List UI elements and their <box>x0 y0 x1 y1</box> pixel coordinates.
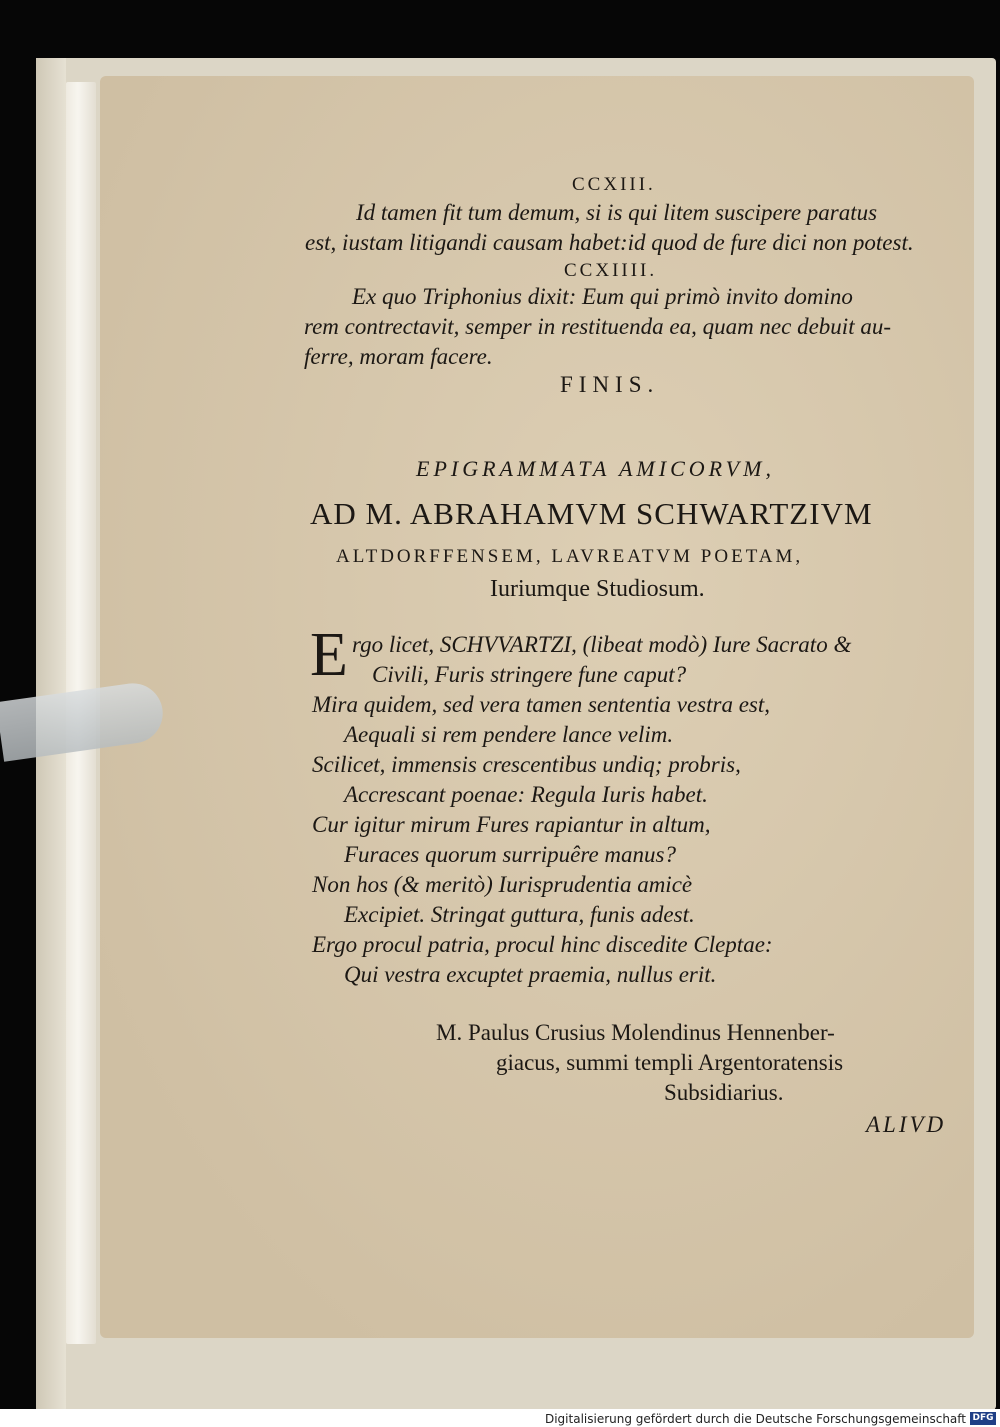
epigram-title-line-3: ALTDORFFENSEM, LAVREATVM POETAM, <box>336 546 804 567</box>
paragraph-214-line-3: ferre, moram facere. <box>304 344 493 369</box>
poem-line-8: Furaces quorum surripuêre manus? <box>344 842 676 867</box>
footer-credit: Digitalisierung gefördert durch die Deutsche Forschungsgemeinschaft <box>544 1412 966 1426</box>
poem-line-1: rgo licet, SCHVVARTZI, (libeat modò) Iure Sacrato & <box>352 632 852 657</box>
footer-bar <box>0 1409 1000 1427</box>
paragraph-214-line-1: Ex quo Triphonius dixit: Eum qui primò invito domino <box>352 284 853 309</box>
poem-line-2: Civili, Furis stringere fune caput? <box>372 662 687 687</box>
poem-line-9: Non hos (& meritò) Iurisprudentia amicè <box>312 872 693 897</box>
poem-line-7: Cur igitur mirum Fures rapiantur in altum, <box>312 812 711 837</box>
signature-line-3: Subsidiarius. <box>664 1080 784 1105</box>
poem-line-10: Excipiet. Stringat guttura, funis adest. <box>344 902 695 927</box>
section-number-213: CCXIII. <box>572 174 656 195</box>
poem-line-3: Mira quidem, sed vera tamen sententia vestra est, <box>312 692 770 717</box>
poem-line-12: Qui vestra excuptet praemia, nullus erit. <box>344 962 717 987</box>
signature-line-1: M. Paulus Crusius Molendinus Hennenber- <box>436 1020 835 1045</box>
poem-line-6: Accrescant poenae: Regula Iuris habet. <box>344 782 708 807</box>
epigram-title-line-1: EPIGRAMMATA AMICORVM, <box>416 456 775 481</box>
book-page <box>100 76 974 1338</box>
poem-line-11: Ergo procul patria, procul hinc discedite Cleptae: <box>312 932 773 957</box>
paragraph-213-line-2: est, iustam litigandi causam habet:id quod de fure dici non potest. <box>305 230 914 255</box>
poem-line-5: Scilicet, immensis crescentibus undiq; probris, <box>312 752 741 777</box>
poem-line-4: Aequali si rem pendere lance velim. <box>344 722 674 747</box>
drop-cap: E <box>310 621 348 689</box>
paragraph-214-line-2: rem contrectavit, semper in restituenda ea, quam nec debuit au- <box>304 314 891 339</box>
signature-line-2: giacus, summi templi Argentoratensis <box>496 1050 844 1075</box>
epigram-title-line-4: Iuriumque Studiosum. <box>490 576 705 602</box>
finis-heading: FINIS. <box>560 372 660 397</box>
dfg-logo-icon: DFG <box>970 1412 996 1425</box>
paragraph-213-line-1: Id tamen fit tum demum, si is qui litem suscipere paratus <box>356 200 878 225</box>
epigram-title-line-2: AD M. ABRAHAMVM SCHWARTZIVM <box>310 496 873 531</box>
section-number-214: CCXIIII. <box>564 260 658 281</box>
catchword: ALIVD <box>866 1112 947 1137</box>
